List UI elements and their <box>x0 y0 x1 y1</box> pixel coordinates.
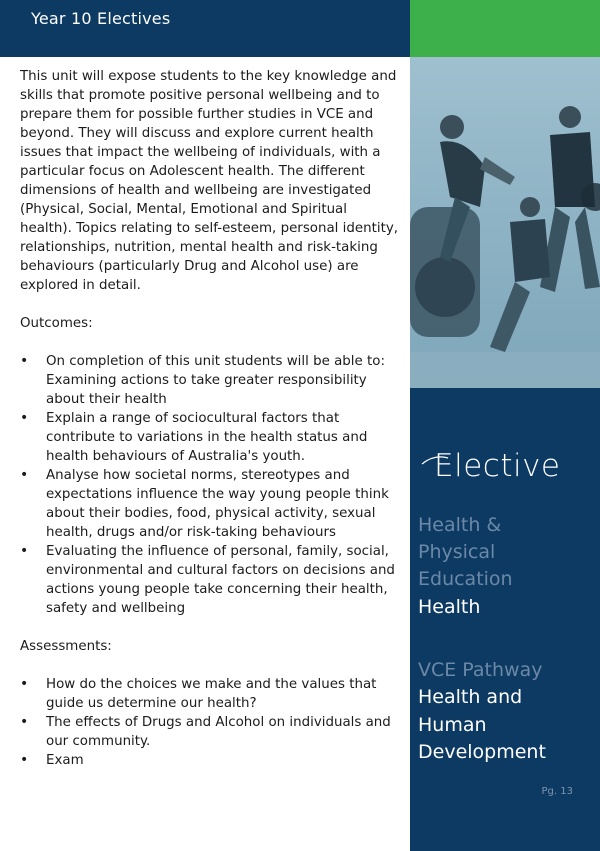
list-item: • On completion of this unit students will be able to: Examining actions to take greater responsibility about their health <box>20 352 402 409</box>
list-item: • Evaluating the influence of personal, family, social, environmental and cultural factors on decisions and actions young people take concerning their health, safety and wellbeing <box>20 542 402 618</box>
page-title: Year 10 Electives <box>31 9 171 28</box>
fitness-photo <box>410 57 600 388</box>
pathway-line-2: Human <box>418 714 487 736</box>
pathway-line-3: Development <box>418 741 546 763</box>
assessments-list <box>20 675 402 770</box>
pathway-label: VCE Pathway <box>418 659 543 681</box>
main-content <box>20 67 402 789</box>
outcomes-heading: Outcomes: <box>20 316 93 331</box>
elective-logo: Elective <box>434 448 561 484</box>
page-number: Pg. 13 <box>541 786 573 797</box>
assessments-heading: Assessments: <box>20 639 112 654</box>
accent-block <box>410 0 600 57</box>
subject-name: Health <box>418 596 481 618</box>
list-item: • Analyse how societal norms, stereotypes and expectations influence the way young people think about their bodies, food, physical activity, sexual health, drugs and/or risk-taking behaviours <box>20 466 402 542</box>
list-item: • Exam <box>20 751 402 770</box>
list-item: • The effects of Drugs and Alcohol on individuals and our community. <box>20 713 402 751</box>
list-item: • Explain a range of sociocultural factors that contribute to variations in the health status and health behaviours of Australia's youth. <box>20 409 402 466</box>
faculty-line-2: Physical <box>418 541 496 563</box>
pathway-line-1: Health and <box>418 686 523 708</box>
cyclists-image <box>410 57 600 388</box>
outcomes-list <box>20 352 402 618</box>
faculty-line-1: Health & <box>418 514 502 536</box>
list-item: • How do the choices we make and the values that guide us determine our health? <box>20 675 402 713</box>
intro-paragraph: This unit will expose students to the key knowledge and skills that promote positive personal wellbeing and to prepare them for possible further studies in VCE and beyond. They will discuss and explore current health issues that impact the wellbeing of individuals, with a particular focus on Adolescent health. The different dimensions of health and wellbeing are investigated (Physical, Social, Mental, Emotional and Spiritual health). Topics relating to self-esteem, personal identity, relationships, nutrition, mental health and risk-taking behaviours (particularly Drug and Alcohol use) are explored in detail. <box>20 69 399 293</box>
faculty-line-3: Education <box>418 568 513 590</box>
